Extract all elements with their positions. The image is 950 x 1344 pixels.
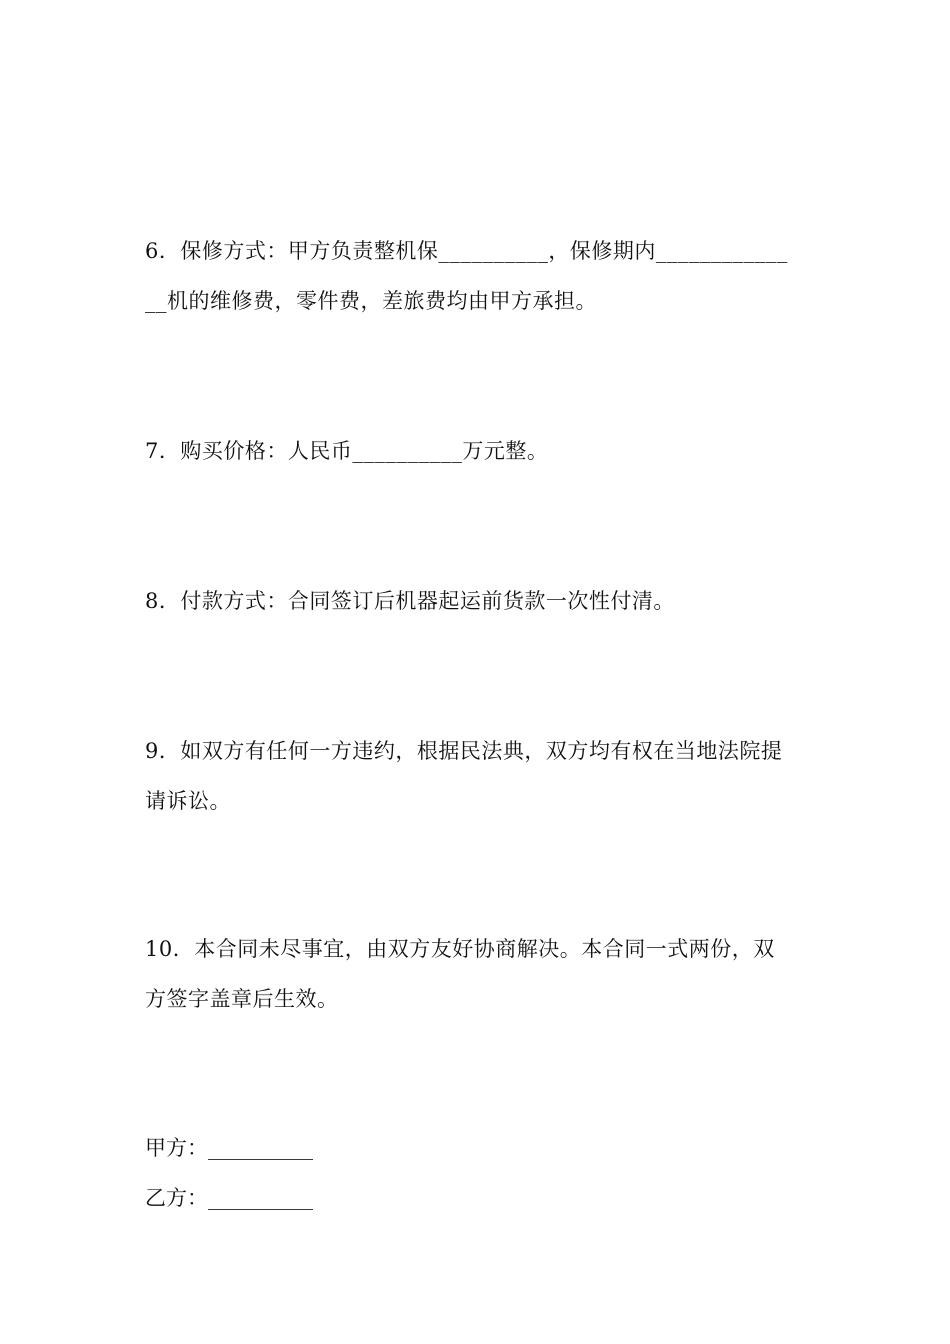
party-a-signature: 甲方：__________	[145, 1136, 313, 1160]
clause-10-line-2: 方签字盖章后生效。	[145, 987, 339, 1011]
party-b-signature: 乙方：__________	[145, 1186, 313, 1210]
clause-7-text: 7．购买价格：人民币__________万元整。	[145, 439, 549, 463]
clause-9-line-2: 请诉讼。	[145, 789, 231, 813]
clause-9-breach	[145, 726, 810, 826]
clause-8-text: 8．付款方式：合同签订后机器起运前货款一次性付清。	[145, 589, 675, 613]
clause-6-line-2: __机的维修费，零件费，差旅费均由甲方承担。	[145, 289, 597, 313]
clause-10-misc	[145, 924, 810, 1024]
clause-7-price	[145, 426, 810, 476]
clause-10-line-1: 10．本合同未尽事宜，由双方友好协商解决。本合同一式两份，双	[145, 937, 775, 961]
clause-6-warranty	[145, 226, 810, 326]
clause-8-payment	[145, 576, 810, 626]
clause-9-line-1: 9．如双方有任何一方违约，根据民法典，双方均有权在当地法院提	[145, 739, 783, 763]
clause-6-line-1: 6．保修方式：甲方负责整机保__________，保修期内____________	[145, 239, 788, 263]
